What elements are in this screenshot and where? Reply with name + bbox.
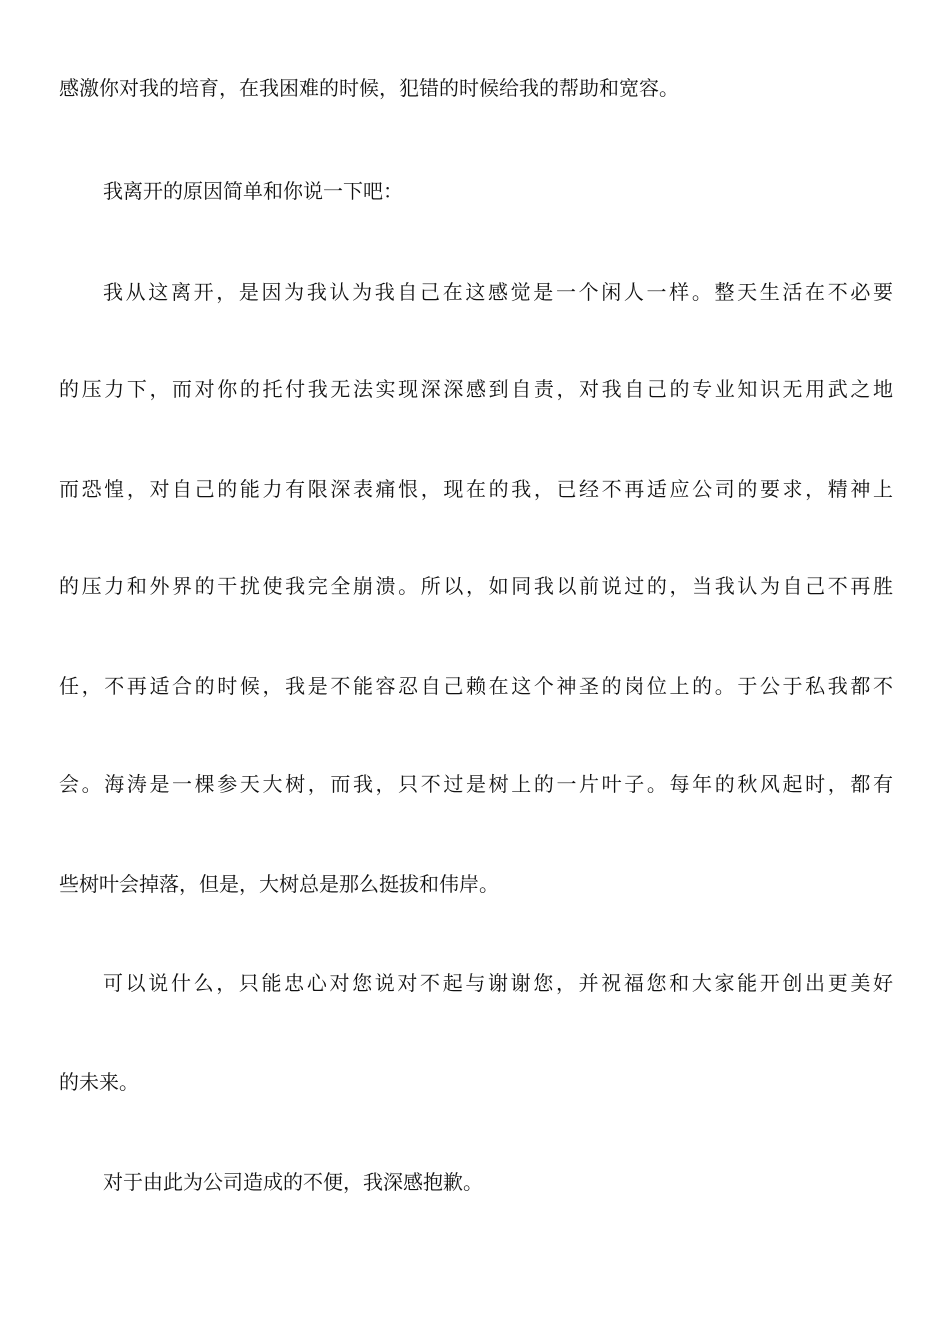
text-line: 而恐惶，对自己的能力有限深表痛恨，现在的我，已经不再适应公司的要求，精神上 xyxy=(59,477,893,501)
text-line: 我离开的原因简单和你说一下吧： xyxy=(103,179,403,203)
text-line: 些树叶会掉落，但是，大树总是那么挺拔和伟岸。 xyxy=(59,872,499,896)
text-line: 对于由此为公司造成的不便，我深感抱歉。 xyxy=(103,1170,483,1194)
text-line: 的压力和外界的干扰使我完全崩溃。所以，如同我以前说过的，当我认为自己不再胜 xyxy=(59,574,893,598)
text-line: 感激你对我的培育，在我困难的时候，犯错的时候给我的帮助和宽容。 xyxy=(59,76,679,100)
text-line: 的压力下，而对你的托付我无法实现深深感到自责，对我自己的专业知识无用武之地 xyxy=(59,377,893,401)
text-line: 我从这离开，是因为我认为我自己在这感觉是一个闲人一样。整天生活在不必要 xyxy=(103,280,893,304)
text-line: 任，不再适合的时候，我是不能容忍自己赖在这个神圣的岗位上的。于公于私我都不 xyxy=(59,674,893,698)
text-line: 可以说什么，只能忠心对您说对不起与谢谢您，并祝福您和大家能开创出更美好 xyxy=(103,971,893,995)
text-line: 的未来。 xyxy=(59,1070,139,1094)
text-line: 会。海涛是一棵参天大树，而我，只不过是树上的一片叶子。每年的秋风起时，都有 xyxy=(59,772,893,796)
